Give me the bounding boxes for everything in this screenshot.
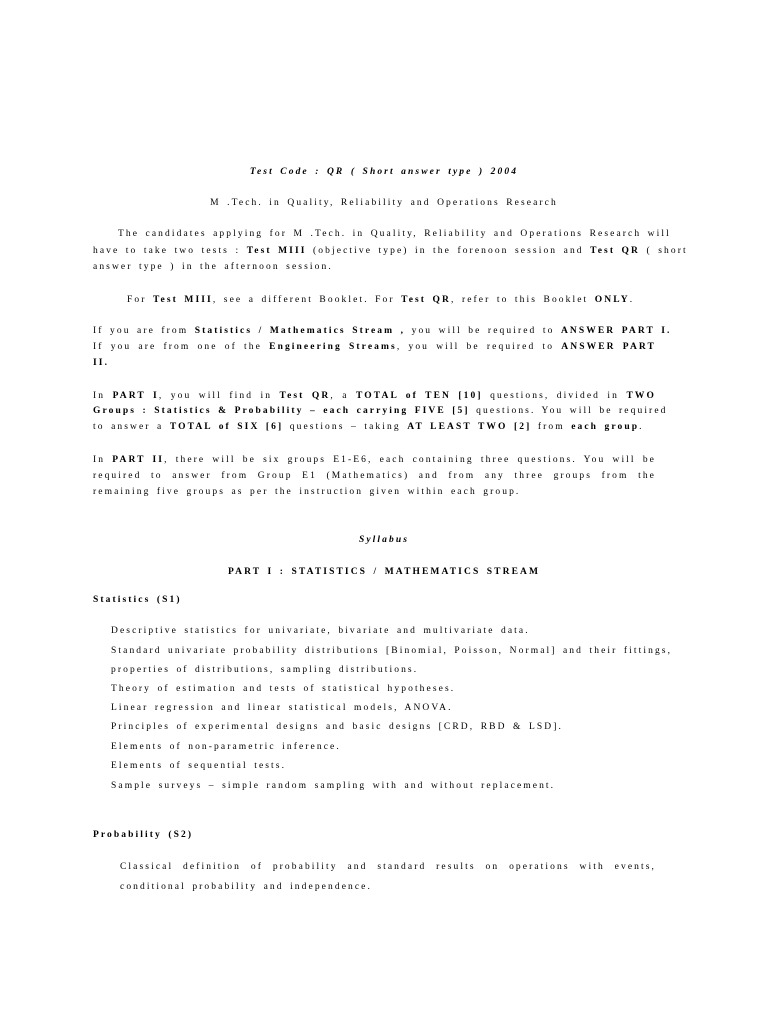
stats-item-4: Theory of estimation and tests of statistical hypotheses. bbox=[111, 684, 456, 694]
part1-heading: PART I : STATISTICS / MATHEMATICS STREAM bbox=[227, 567, 541, 577]
part1-line-1: In PART I, you will find in Test QR, a TOTAL of TEN [10] questions, divided in TWO bbox=[93, 391, 656, 401]
intro-line-2: have to take two tests : Test MIII (objective type) in the forenoon session and Test QR ( short bbox=[93, 246, 688, 256]
stats-item-8: Elements of sequential tests. bbox=[111, 761, 287, 771]
part1-line-3: to answer a TOTAL of SIX [6] questions – taking AT LEAST TWO [2] from each group. bbox=[93, 422, 644, 432]
prob-line-1: Classical definition of probability and standard results on operations with events, bbox=[120, 862, 656, 872]
part2-line-1: In PART II, there will be six groups E1-E6, each containing three questions. You will be bbox=[93, 455, 656, 465]
intro-line-3: answer type ) in the afternoon session. bbox=[93, 262, 333, 272]
booklet-note: For Test MIII, see a different Booklet. For Test QR, refer to this Booklet ONLY. bbox=[127, 295, 635, 305]
stats-item-3: properties of distributions, sampling distributions. bbox=[111, 665, 419, 675]
stream-line-3: II. bbox=[93, 358, 110, 368]
stats-item-6: Principles of experimental designs and basic designs [CRD, RBD & LSD]. bbox=[111, 722, 563, 732]
statistics-heading: Statistics (S1) bbox=[93, 595, 182, 605]
part2-line-2: required to answer from Group E1 (Mathematics) and from any three groups from the bbox=[93, 471, 656, 481]
stats-item-1: Descriptive statistics for univariate, bivariate and multivariate data. bbox=[111, 626, 530, 636]
prob-line-2: conditional probability and independence. bbox=[120, 882, 372, 892]
part2-line-3: remaining five groups as per the instruction given within each group. bbox=[93, 487, 521, 497]
syllabus-heading: Syllabus bbox=[358, 535, 410, 545]
intro-line-1: The candidates applying for M .Tech. in Quality, Reliability and Operations Research will bbox=[118, 229, 671, 239]
probability-heading: Probability (S2) bbox=[93, 830, 194, 840]
stats-item-2: Standard univariate probability distributions [Binomial, Poisson, Normal] and their fittings, bbox=[111, 646, 673, 656]
programme-title: M .Tech. in Quality, Reliability and Operations Research bbox=[210, 198, 558, 208]
stats-item-9: Sample surveys – simple random sampling with and without replacement. bbox=[111, 781, 556, 791]
stream-line-2: If you are from one of the Engineering Streams, you will be required to ANSWER PART bbox=[93, 342, 656, 352]
test-code-title: Test Code : QR ( Short answer type ) 2004 bbox=[249, 167, 519, 177]
part1-line-2: Groups : Statistics & Probability – each carrying FIVE [5] questions. You will be required bbox=[93, 406, 668, 416]
stream-line-1: If you are from Statistics / Mathematics Stream , you will be required to ANSWER PART I. bbox=[93, 326, 672, 336]
stats-item-5: Linear regression and linear statistical models, ANOVA. bbox=[111, 703, 453, 713]
stats-item-7: Elements of non-parametric inference. bbox=[111, 742, 341, 752]
